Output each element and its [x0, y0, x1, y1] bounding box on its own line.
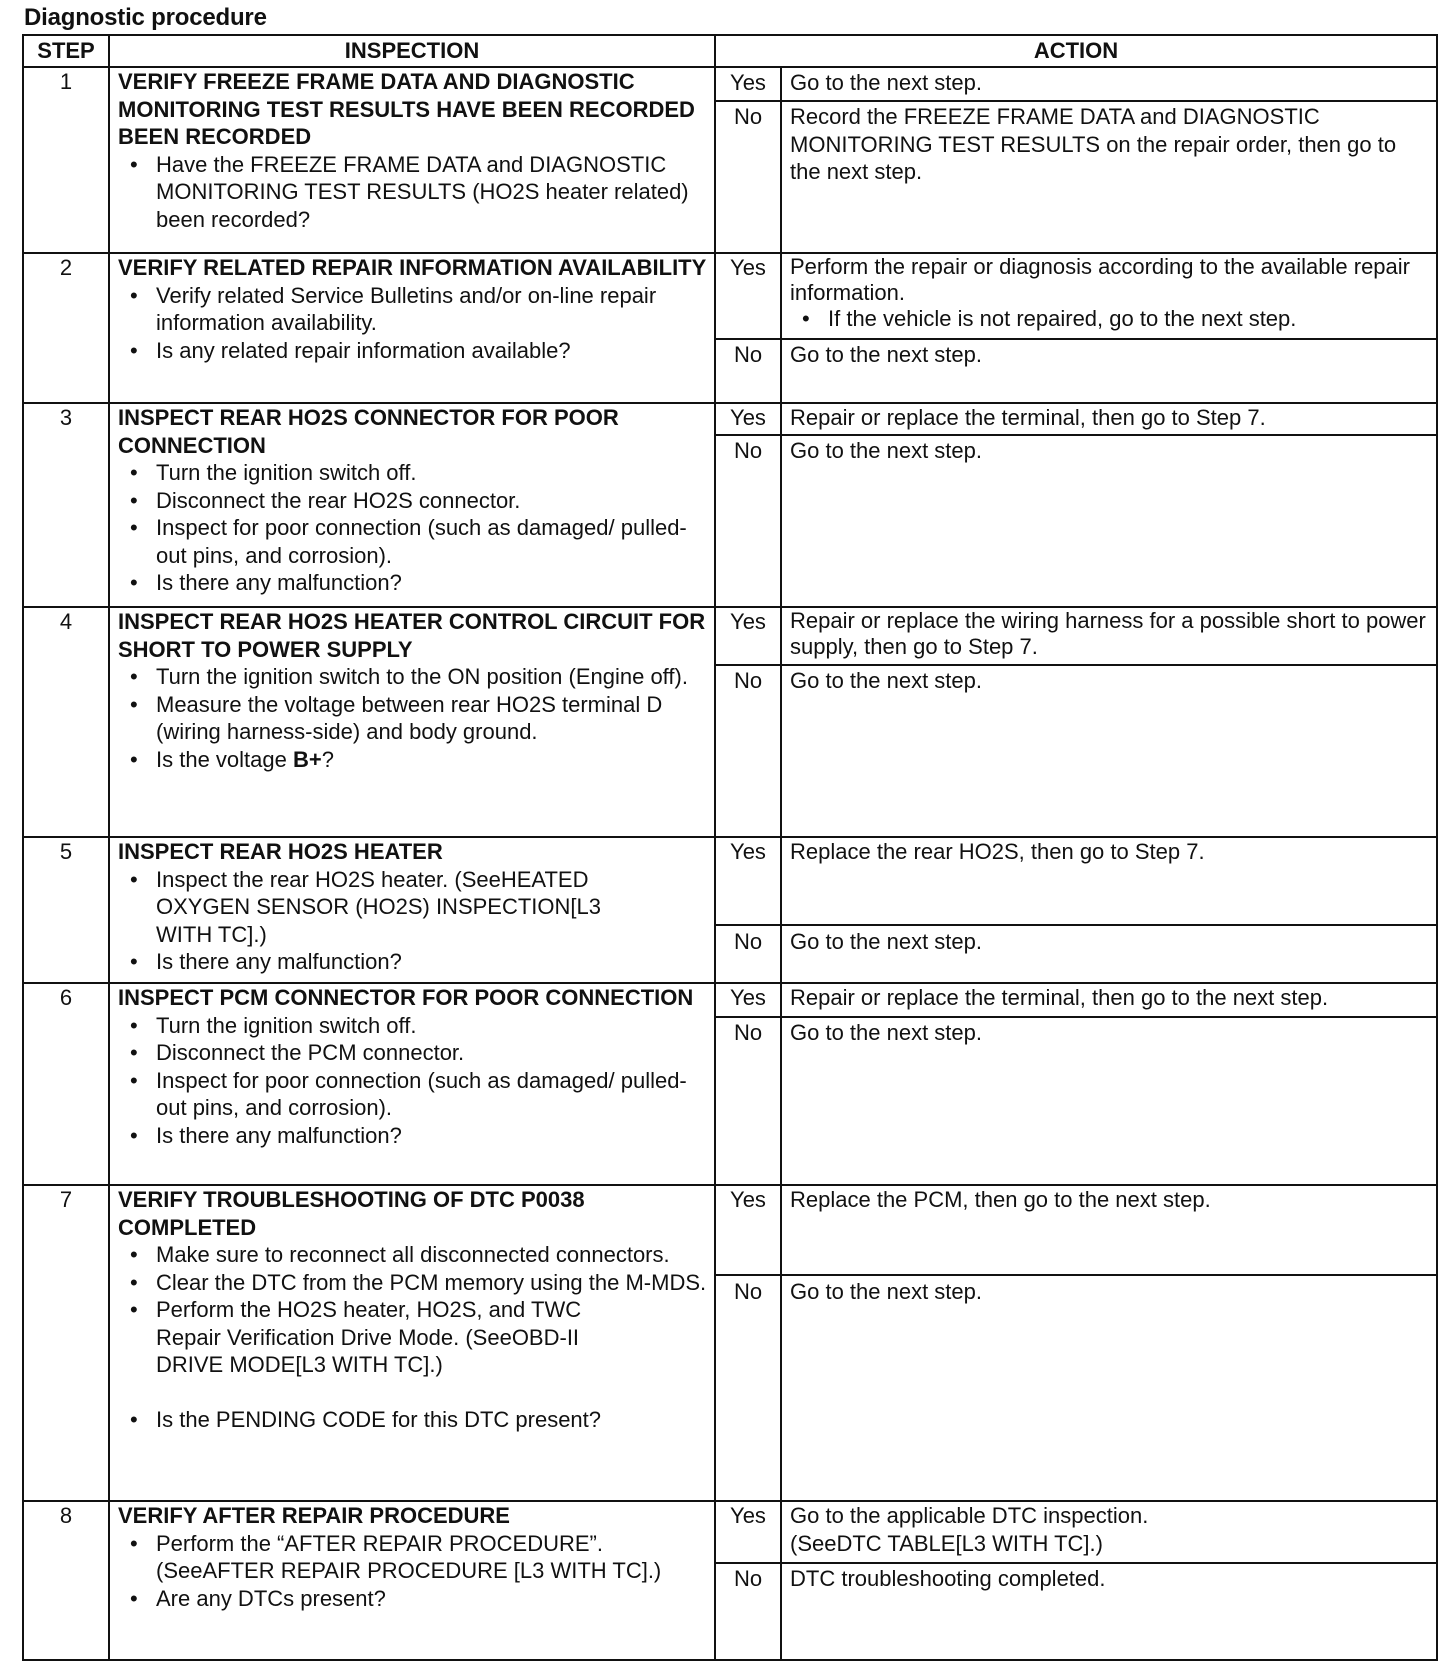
divider: [714, 100, 1436, 102]
yes-label: Yes: [730, 405, 766, 430]
step-number: 5: [59, 839, 73, 864]
step-inspection: [118, 254, 710, 364]
step-inspection: [118, 1186, 710, 1434]
inspection-bullet: • Are any DTCs present?: [118, 1585, 710, 1613]
inspection-bullet: • Is the PENDING CODE for this DTC present?: [118, 1406, 710, 1434]
no-label: No: [733, 1566, 763, 1591]
step-number: 2: [59, 255, 73, 280]
no-label: No: [733, 929, 763, 954]
divider: [714, 434, 1436, 436]
step-inspection: [118, 68, 710, 233]
yes-action: Replace the rear HO2S, then go to Step 7.: [790, 839, 1205, 864]
divider: [714, 924, 1436, 926]
divider: [108, 36, 110, 1659]
header-action: ACTION: [1033, 38, 1119, 63]
inspection-bullet: • Make sure to reconnect all disconnected connectors.: [118, 1241, 710, 1269]
yes-action-block: [790, 254, 1430, 332]
header-inspection: INSPECTION: [344, 38, 480, 63]
inspection-bullet: • Verify related Service Bulletins and/or on-line repair information availability.: [118, 282, 710, 337]
yes-action: Go to the applicable DTC inspection. (SeeDTC TABLE[L3 WITH TC].): [790, 1503, 1149, 1556]
inspection-bullet: • Is any related repair information available?: [118, 337, 710, 365]
inspection-bullet-voltage: [118, 746, 710, 774]
voltage-question-end: ?: [321, 746, 334, 772]
no-action: DTC troubleshooting completed.: [790, 1566, 1106, 1591]
yes-action: Perform the repair or diagnosis according to the available repair information.: [790, 254, 1410, 305]
yes-action: Go to the next step.: [790, 70, 983, 95]
divider: [714, 664, 1436, 666]
step-number: 7: [59, 1187, 73, 1212]
inspection-bullet: • Turn the ignition switch off.: [118, 459, 710, 487]
no-action: Go to the next step.: [790, 438, 983, 463]
no-label: No: [733, 668, 763, 693]
yes-label: Yes: [730, 985, 766, 1010]
inspection-bullet: • Perform the HO2S heater, HO2S, and TWC Repair Verification Drive Mode. (SeeOBD-II DRIVE MODE[L3 WITH TC].): [118, 1296, 710, 1379]
step-title: INSPECT PCM CONNECTOR FOR POOR CONNECTION: [118, 985, 694, 1010]
step-title: VERIFY FREEZE FRAME DATA AND DIAGNOSTIC MONITORING TEST RESULTS HAVE BEEN RECORDED BEEN RECORDED: [118, 69, 695, 149]
step-number: 8: [59, 1503, 73, 1528]
page-title: Diagnostic procedure: [24, 4, 267, 31]
inspection-bullet: • Inspect for poor connection (such as damaged/ pulled-out pins, and corrosion).: [118, 1067, 710, 1122]
no-action: Go to the next step.: [790, 342, 983, 367]
divider: [714, 1016, 1436, 1018]
step-number: 3: [59, 405, 73, 430]
inspection-bullet: • Perform the “AFTER REPAIR PROCEDURE”. (SeeAFTER REPAIR PROCEDURE [L3 WITH TC].): [118, 1530, 710, 1585]
step-number: 6: [59, 985, 73, 1010]
header-step: STEP: [37, 38, 95, 63]
voltage-value: B+: [292, 746, 322, 772]
divider: [714, 338, 1436, 340]
no-action: Record the FREEZE FRAME DATA and DIAGNOSTIC MONITORING TEST RESULTS on the repair order, then go to the next step.: [790, 104, 1397, 184]
no-action: Go to the next step.: [790, 1020, 983, 1045]
yes-label: Yes: [730, 839, 766, 864]
step-inspection: [118, 1502, 710, 1612]
divider: [714, 1274, 1436, 1276]
no-label: No: [733, 1020, 763, 1045]
no-label: No: [733, 438, 763, 463]
yes-action: Repair or replace the terminal, then go to Step 7.: [790, 405, 1266, 430]
inspection-bullet: • Turn the ignition switch off.: [118, 1012, 710, 1040]
voltage-question: Is the voltage: [156, 746, 293, 772]
yes-label: Yes: [730, 1187, 766, 1212]
step-title: VERIFY RELATED REPAIR INFORMATION AVAILABILITY: [118, 255, 707, 280]
no-label: No: [733, 342, 763, 367]
spacer: [118, 1379, 710, 1407]
yes-sub-bullet: • If the vehicle is not repaired, go to the next step.: [790, 306, 1430, 332]
yes-label: Yes: [730, 70, 766, 95]
yes-action: Repair or replace the terminal, then go to the next step.: [790, 985, 1329, 1010]
no-action: Go to the next step.: [790, 668, 983, 693]
divider: [780, 66, 782, 1659]
step-title: INSPECT REAR HO2S HEATER CONTROL CIRCUIT FOR SHORT TO POWER SUPPLY: [118, 609, 706, 662]
step-title: INSPECT REAR HO2S CONNECTOR FOR POOR CONNECTION: [118, 405, 619, 458]
yes-action: Replace the PCM, then go to the next step.: [790, 1187, 1211, 1212]
step-title: VERIFY TROUBLESHOOTING OF DTC P0038 COMPLETED: [118, 1187, 585, 1240]
inspection-bullet: • Measure the voltage between rear HO2S terminal D (wiring harness-side) and body ground.: [118, 691, 710, 746]
step-number: 1: [59, 69, 73, 94]
inspection-bullet: • Inspect for poor connection (such as damaged/ pulled-out pins, and corrosion).: [118, 514, 710, 569]
step-number: 4: [59, 609, 73, 634]
inspection-bullet: • Have the FREEZE FRAME DATA and DIAGNOSTIC MONITORING TEST RESULTS (HO2S heater related) been recorded?: [118, 151, 710, 234]
yes-label: Yes: [730, 255, 766, 280]
inspection-bullet: • Clear the DTC from the PCM memory using the M-MDS.: [118, 1269, 710, 1297]
yes-label: Yes: [730, 1503, 766, 1528]
inspection-bullet: • Is there any malfunction?: [118, 1122, 710, 1150]
yes-label: Yes: [730, 609, 766, 634]
divider: [714, 1562, 1436, 1564]
step-inspection: [118, 404, 710, 597]
inspection-bullet: • Disconnect the PCM connector.: [118, 1039, 710, 1067]
inspection-bullet: • Is there any malfunction?: [118, 948, 710, 976]
inspection-bullet: • Is there any malfunction?: [118, 569, 710, 597]
diagnostic-table: [22, 34, 1438, 1661]
step-inspection: [118, 984, 710, 1149]
no-action: Go to the next step.: [790, 929, 983, 954]
no-label: No: [733, 1279, 763, 1304]
inspection-bullet: • Turn the ignition switch to the ON position (Engine off).: [118, 663, 710, 691]
inspection-bullet: • Disconnect the rear HO2S connector.: [118, 487, 710, 515]
yes-action: Repair or replace the wiring harness for a possible short to power supply, then go to Step 7.: [790, 608, 1426, 659]
step-title: INSPECT REAR HO2S HEATER: [118, 839, 443, 864]
no-label: No: [733, 104, 763, 129]
step-inspection: [118, 608, 710, 773]
inspection-bullet: • Inspect the rear HO2S heater. (SeeHEATED OXYGEN SENSOR (HO2S) INSPECTION[L3 WITH TC].): [118, 866, 710, 949]
no-action: Go to the next step.: [790, 1279, 983, 1304]
step-inspection: [118, 838, 710, 976]
step-title: VERIFY AFTER REPAIR PROCEDURE: [118, 1503, 510, 1528]
